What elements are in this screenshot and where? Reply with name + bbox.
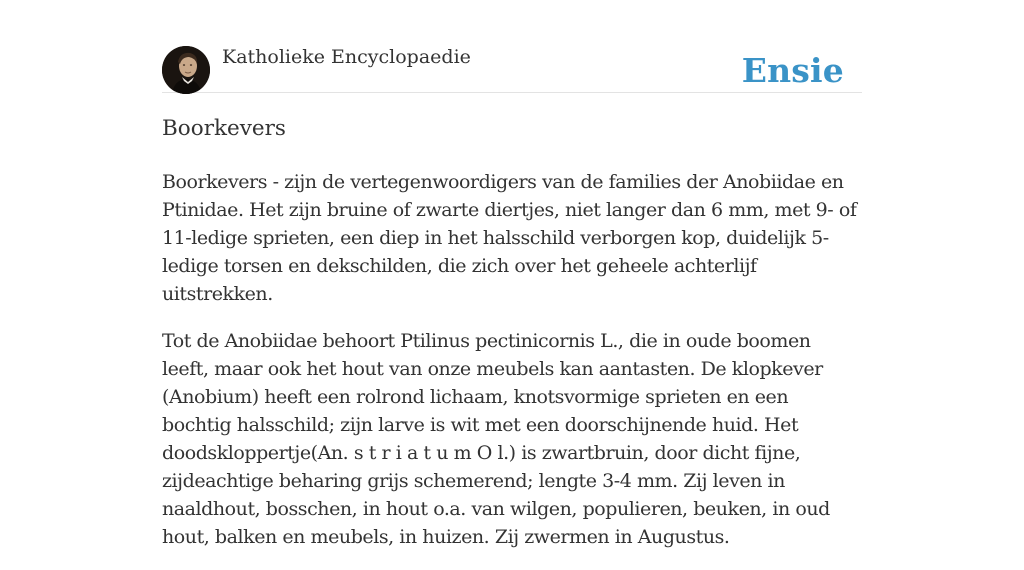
site-header [162,44,862,93]
article-paragraph: Tot de Anobiidae behoort Ptilinus pectinicornis L., die in oude boomen leeft, maar ook het hout van onze meubels kan aantasten. De klopkever (Anobium) heeft een rolrond lichaam, knotsvormige sprieten en een bochtig halsschild; zijn larve is wit met een doorschijnende huid. Het doodskloppertje(An. s t r i a t u m O l.) is zwartbruin, door dicht fijne, zijdeachtige beharing grijs schemerend; lengte 3-4 mm. Zij leven in naaldhout, bosschen, in hout o.a. van wilgen, populieren, beuken, in oud hout, balken en meubels, in huizen. Zij zwermen in Augustus. [162,330,830,548]
article-paragraph: Boorkevers - zijn de vertegenwoordigers van de families der Anobiidae en Ptinidae. Het zijn bruine of zwarte diertjes, niet langer dan 6 mm, met 9- of 11-ledige sprieten, een diep in het halsschild verborgen kop, duidelijk 5-ledige torsen en dekschilden, die zich over het geheele achterlijf uitstrekken. [162,171,857,305]
brand-logo[interactable]: Ensie [741,51,844,90]
page-title: Boorkevers [162,116,286,141]
article-body [162,168,862,570]
source-title[interactable]: Katholieke Encyclopaedie [222,46,471,68]
source-avatar[interactable] [162,46,210,94]
portrait-image [162,46,210,94]
